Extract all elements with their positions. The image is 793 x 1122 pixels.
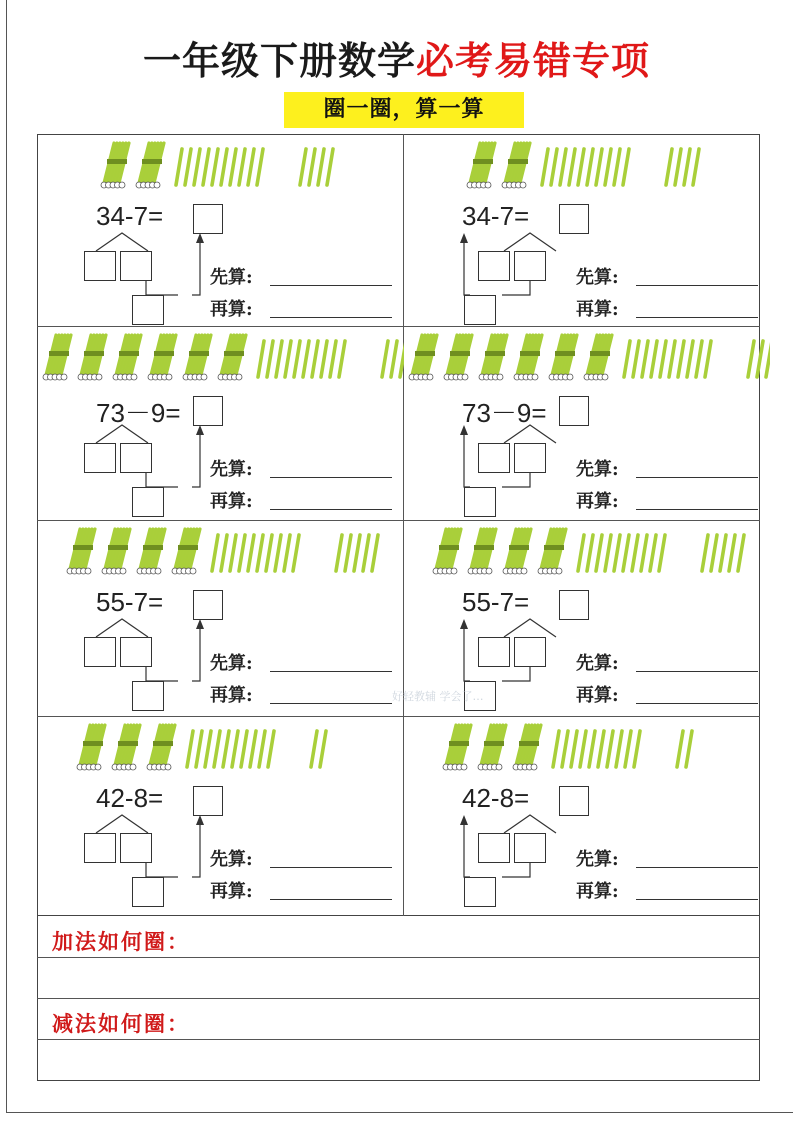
stick-bundles-figure bbox=[404, 327, 770, 397]
step-label-first: 先算: bbox=[576, 849, 619, 870]
ten-stick-bundle bbox=[137, 529, 165, 574]
problem-cell-5 bbox=[38, 521, 404, 716]
stick-bundles-figure bbox=[38, 717, 404, 787]
result-box[interactable] bbox=[132, 877, 164, 907]
equation: 34-7= bbox=[96, 201, 164, 231]
ten-stick-bundle bbox=[467, 143, 495, 188]
step-answer-line-first[interactable] bbox=[636, 867, 758, 868]
ten-stick-bundle bbox=[443, 725, 471, 770]
title-red: 必考易错专项 bbox=[416, 39, 651, 83]
step-label-then: 再算: bbox=[576, 685, 619, 706]
single-sticks-group bbox=[258, 341, 345, 377]
problem-cell-4 bbox=[404, 327, 770, 522]
stick-bundles-figure bbox=[404, 135, 770, 205]
single-sticks-group bbox=[624, 341, 711, 377]
split-box[interactable] bbox=[120, 637, 152, 667]
single-sticks-group bbox=[553, 731, 640, 767]
result-box[interactable] bbox=[132, 295, 164, 325]
step-label-first: 先算: bbox=[210, 849, 253, 870]
ten-stick-bundle bbox=[513, 725, 541, 770]
loose-sticks-group bbox=[748, 341, 770, 377]
single-sticks-group bbox=[176, 149, 263, 185]
stick-bundles-figure bbox=[38, 521, 404, 591]
subtraction-circle-label: 减法如何圈： bbox=[52, 1011, 190, 1036]
equation: 73－9= bbox=[462, 398, 547, 428]
split-box[interactable] bbox=[478, 833, 510, 863]
equation: 42-8= bbox=[462, 783, 530, 813]
step-answer-line-first[interactable] bbox=[636, 671, 758, 672]
equation: 55-7= bbox=[462, 587, 530, 617]
watermark: 好轻教辅 学会了… bbox=[392, 690, 484, 703]
page-frame-left bbox=[6, 0, 7, 1112]
split-box[interactable] bbox=[120, 833, 152, 863]
split-box[interactable] bbox=[120, 443, 152, 473]
stick-bundles-figure bbox=[404, 717, 770, 787]
equation: 73－9= bbox=[96, 398, 181, 428]
ten-stick-bundle bbox=[478, 725, 506, 770]
equation: 42-8= bbox=[96, 783, 164, 813]
ten-stick-bundle bbox=[102, 529, 130, 574]
result-box[interactable] bbox=[464, 295, 496, 325]
ten-stick-bundle bbox=[479, 335, 507, 380]
single-sticks-group bbox=[542, 149, 629, 185]
step-answer-line-then[interactable] bbox=[270, 509, 392, 510]
stick-bundles-figure bbox=[38, 135, 404, 205]
addition-circle-label: 加法如何圈： bbox=[52, 929, 190, 954]
split-box[interactable] bbox=[478, 637, 510, 667]
ten-stick-bundle bbox=[77, 725, 105, 770]
step-label-then: 再算: bbox=[210, 685, 253, 706]
ten-stick-bundle bbox=[468, 529, 496, 574]
ten-stick-bundle bbox=[444, 335, 472, 380]
loose-sticks-group bbox=[300, 149, 333, 185]
ten-stick-bundle bbox=[101, 143, 129, 188]
ten-stick-bundle bbox=[136, 143, 164, 188]
ten-stick-bundle bbox=[148, 335, 176, 380]
step-answer-line-first[interactable] bbox=[270, 477, 392, 478]
ten-stick-bundle bbox=[113, 335, 141, 380]
single-sticks-group bbox=[187, 731, 274, 767]
split-box[interactable] bbox=[84, 833, 116, 863]
step-answer-line-then[interactable] bbox=[636, 509, 758, 510]
stick-bundles-figure bbox=[404, 521, 770, 591]
result-box[interactable] bbox=[132, 487, 164, 517]
split-box[interactable] bbox=[120, 251, 152, 281]
step-label-first: 先算: bbox=[210, 459, 253, 480]
step-answer-line-first[interactable] bbox=[636, 477, 758, 478]
problem-cell-6 bbox=[404, 521, 770, 716]
loose-sticks-group bbox=[702, 535, 744, 571]
step-label-first: 先算: bbox=[210, 653, 253, 674]
equation: 34-7= bbox=[462, 201, 530, 231]
step-answer-line-then[interactable] bbox=[636, 317, 758, 318]
ten-stick-bundle bbox=[503, 529, 531, 574]
step-label-first: 先算: bbox=[576, 653, 619, 674]
notes-line-1 bbox=[37, 957, 760, 958]
split-box[interactable] bbox=[514, 251, 546, 281]
ten-stick-bundle bbox=[502, 143, 530, 188]
ten-stick-bundle bbox=[67, 529, 95, 574]
step-answer-line-then[interactable] bbox=[270, 317, 392, 318]
split-box[interactable] bbox=[514, 443, 546, 473]
result-box[interactable] bbox=[464, 487, 496, 517]
problem-cell-2 bbox=[404, 135, 770, 330]
split-box[interactable] bbox=[84, 443, 116, 473]
split-box[interactable] bbox=[478, 443, 510, 473]
equation: 55-7= bbox=[96, 587, 164, 617]
ten-stick-bundle bbox=[147, 725, 175, 770]
step-answer-line-then[interactable] bbox=[636, 703, 758, 704]
loose-sticks-group bbox=[382, 341, 404, 377]
step-label-first: 先算: bbox=[210, 267, 253, 288]
loose-sticks-group bbox=[677, 731, 692, 767]
split-box[interactable] bbox=[84, 251, 116, 281]
step-label-first: 先算: bbox=[576, 267, 619, 288]
ten-stick-bundle bbox=[433, 529, 461, 574]
ten-stick-bundle bbox=[514, 335, 542, 380]
title-black: 一年级下册数学 bbox=[142, 39, 416, 83]
step-answer-line-first[interactable] bbox=[636, 285, 758, 286]
ten-stick-bundle bbox=[584, 335, 612, 380]
result-box[interactable] bbox=[132, 681, 164, 711]
step-label-then: 再算: bbox=[576, 881, 619, 902]
page-title bbox=[0, 30, 793, 85]
split-box[interactable] bbox=[478, 251, 510, 281]
ten-stick-bundle bbox=[218, 335, 246, 380]
ten-stick-bundle bbox=[538, 529, 566, 574]
ten-stick-bundle bbox=[409, 335, 437, 380]
step-answer-line-then[interactable] bbox=[270, 899, 392, 900]
step-label-then: 再算: bbox=[210, 491, 253, 512]
ten-stick-bundle bbox=[183, 335, 211, 380]
section-subtitle: 圈一圈，算一算 bbox=[284, 92, 524, 128]
step-label-then: 再算: bbox=[576, 491, 619, 512]
step-answer-line-first[interactable] bbox=[270, 671, 392, 672]
ten-stick-bundle bbox=[112, 725, 140, 770]
notes-line-2 bbox=[37, 998, 760, 999]
ten-stick-bundle bbox=[43, 335, 71, 380]
step-answer-line-then[interactable] bbox=[270, 703, 392, 704]
notes-line-3 bbox=[37, 1039, 760, 1040]
problem-cell-3 bbox=[38, 327, 404, 522]
split-box[interactable] bbox=[514, 637, 546, 667]
split-box[interactable] bbox=[514, 833, 546, 863]
step-label-first: 先算: bbox=[576, 459, 619, 480]
ten-stick-bundle bbox=[549, 335, 577, 380]
ten-stick-bundle bbox=[172, 529, 200, 574]
step-label-then: 再算: bbox=[576, 299, 619, 320]
step-answer-line-first[interactable] bbox=[270, 867, 392, 868]
step-answer-line-first[interactable] bbox=[270, 285, 392, 286]
single-sticks-group bbox=[212, 535, 299, 571]
problem-cell-1 bbox=[38, 135, 404, 330]
step-label-then: 再算: bbox=[210, 881, 253, 902]
split-box[interactable] bbox=[84, 637, 116, 667]
result-box[interactable] bbox=[464, 877, 496, 907]
ten-stick-bundle bbox=[78, 335, 106, 380]
step-answer-line-then[interactable] bbox=[636, 899, 758, 900]
page-frame-bottom bbox=[6, 1112, 793, 1113]
problem-cell-8 bbox=[404, 717, 770, 912]
problem-cell-7 bbox=[38, 717, 404, 912]
loose-sticks-group bbox=[311, 731, 326, 767]
step-label-then: 再算: bbox=[210, 299, 253, 320]
loose-sticks-group bbox=[666, 149, 699, 185]
stick-bundles-figure bbox=[38, 327, 404, 397]
loose-sticks-group bbox=[336, 535, 378, 571]
single-sticks-group bbox=[578, 535, 665, 571]
